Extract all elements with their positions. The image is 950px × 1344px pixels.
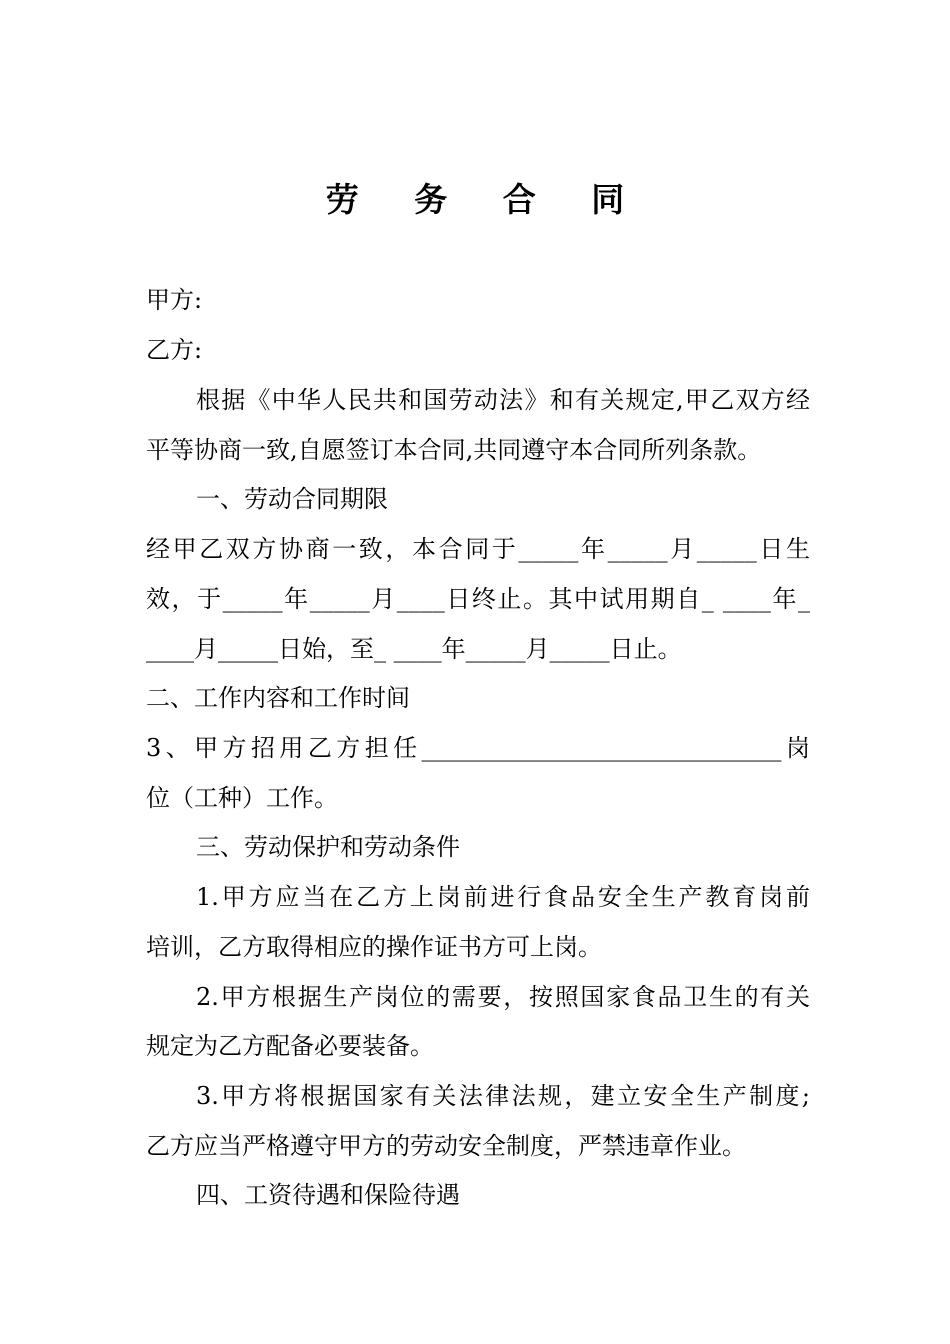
work-line-1: 3、甲方招用乙方担任______________________________岗 xyxy=(146,734,810,762)
protection-item-1-line-2: 培训，乙方取得相应的操作证书方可上岗。 xyxy=(146,933,602,961)
protection-item-2-line-1: 2.甲方根据生产岗位的需要，按照国家食品卫生的有关 xyxy=(196,983,810,1011)
term-line-3: ____月_____日始，至_ ____年_____月_____日止。 xyxy=(146,635,682,663)
protection-item-3-line-2: 乙方应当严格遵守甲方的劳动安全制度，严禁违章作业。 xyxy=(146,1132,746,1160)
protection-item-1-line-1: 1.甲方应当在乙方上岗前进行食品安全生产教育岗前 xyxy=(196,883,810,911)
contract-title: 劳 务 合 同 xyxy=(325,180,647,219)
term-line-2: 效，于_____年_____月____日终止。其中试用期自_ ____年_ xyxy=(146,585,810,613)
section-heading-work: 二、工作内容和工作时间 xyxy=(146,684,410,712)
work-line-2: 位（工种）工作。 xyxy=(146,784,338,812)
party-a-label: 甲方: xyxy=(146,286,203,314)
protection-item-3-line-1: 3.甲方将根据国家有关法律法规，建立安全生产制度; xyxy=(196,1082,810,1110)
section-heading-term: 一、劳动合同期限 xyxy=(196,485,388,513)
preamble-line-1: 根据《中华人民共和国劳动法》和有关规定,甲乙双方经 xyxy=(196,386,810,414)
party-b-label: 乙方: xyxy=(146,336,203,364)
term-line-1: 经甲乙双方协商一致，本合同于_____年_____月_____日生 xyxy=(146,535,810,563)
preamble-line-2: 平等协商一致,自愿签订本合同,共同遵守本合同所列条款。 xyxy=(146,436,762,464)
section-heading-wages: 四、工资待遇和保险待遇 xyxy=(196,1181,460,1209)
section-heading-protection: 三、劳动保护和劳动条件 xyxy=(196,833,460,861)
protection-item-2-line-2: 规定为乙方配备必要装备。 xyxy=(146,1032,434,1060)
